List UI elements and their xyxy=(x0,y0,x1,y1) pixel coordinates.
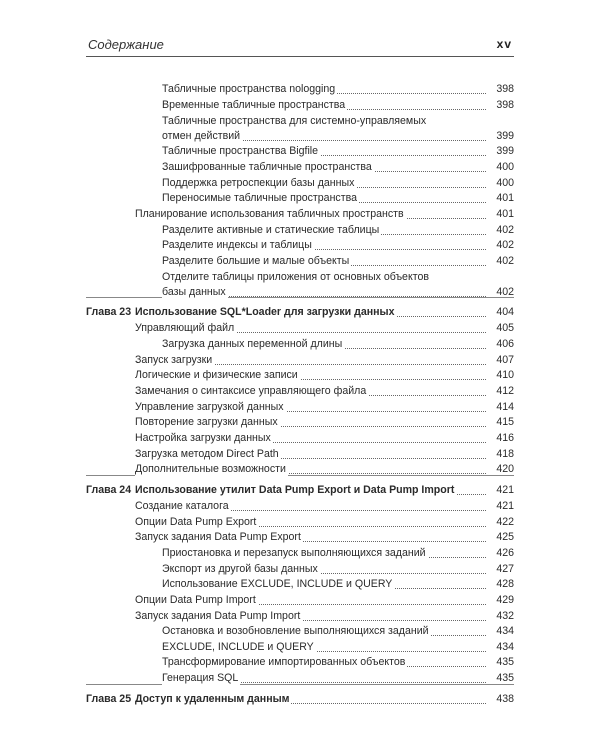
entry-title: Остановка и возобновление выполняющихся заданий xyxy=(162,625,429,637)
entry-title: Загрузка методом Direct Path xyxy=(135,448,279,460)
entry-page-number: 400 xyxy=(496,177,514,189)
toc-entry xyxy=(162,270,514,300)
entry-title: Поддержка ретроспекции базы данных xyxy=(162,177,355,189)
chapter-number: Глава 24 xyxy=(86,484,132,496)
entry-title: Планирование использования табличных пространств xyxy=(135,208,404,220)
entry-title: Разделите индексы и таблицы xyxy=(162,239,312,251)
toc-chapter-entry xyxy=(135,483,514,498)
entry-title: базы данных xyxy=(162,286,226,298)
toc-entry xyxy=(162,624,514,639)
entry-page-number: 429 xyxy=(496,594,514,606)
toc-entry xyxy=(135,431,514,446)
entry-page-number: 402 xyxy=(496,239,514,251)
entry-page-number: 434 xyxy=(496,641,514,653)
entry-title: Запуск задания Data Pump Import xyxy=(135,610,301,622)
entry-title: Приостановка и перезапуск выполняющихся заданий xyxy=(162,547,426,559)
entry-title: Создание каталога xyxy=(135,500,229,512)
page-number: xv xyxy=(496,37,512,51)
toc-entry xyxy=(162,98,514,113)
toc-entry xyxy=(162,640,514,655)
entry-page-number: 402 xyxy=(496,286,514,298)
entry-page-number: 401 xyxy=(496,208,514,220)
entry-page-number: 406 xyxy=(496,338,514,350)
entry-title: Управление загрузкой данных xyxy=(135,401,284,413)
toc-entry xyxy=(162,238,514,253)
toc-entry xyxy=(135,400,514,415)
entry-page-number: 398 xyxy=(496,83,514,95)
toc-entry xyxy=(162,337,514,352)
toc-entry xyxy=(162,562,514,577)
entry-page-number: 416 xyxy=(496,432,514,444)
entry-title: Использование EXCLUDE, INCLUDE и QUERY xyxy=(162,578,393,590)
entry-title: Табличные пространства Bigfile xyxy=(162,145,319,157)
toc-entry xyxy=(162,191,514,206)
toc-entry xyxy=(162,223,514,238)
toc-chapter-entry xyxy=(135,305,514,320)
entry-page-number: 435 xyxy=(496,672,514,684)
entry-page-number: 434 xyxy=(496,625,514,637)
entry-page-number: 422 xyxy=(496,516,514,528)
entry-title: Опции Data Pump Export xyxy=(135,516,257,528)
toc-chapter-entry xyxy=(135,692,514,707)
entry-page-number: 414 xyxy=(496,401,514,413)
entry-page-number: 435 xyxy=(496,656,514,668)
entry-title: Табличные пространства nologging xyxy=(162,83,336,95)
entry-title: отмен действий xyxy=(162,130,241,142)
entry-title: Логические и физические записи xyxy=(135,369,298,381)
toc-entry xyxy=(135,415,514,430)
toc-entry xyxy=(135,499,514,514)
toc-entry xyxy=(135,530,514,545)
toc-entry xyxy=(162,546,514,561)
toc-entry xyxy=(162,671,514,686)
toc-entry xyxy=(162,577,514,592)
toc-entry xyxy=(135,515,514,530)
entry-page-number: 405 xyxy=(496,322,514,334)
entry-title: Экспорт из другой базы данных xyxy=(162,563,318,575)
entry-title: Замечания о синтаксисе управляющего файла xyxy=(135,385,367,397)
entry-page-number: 415 xyxy=(496,416,514,428)
toc-entry xyxy=(162,144,514,159)
toc-entry xyxy=(162,655,514,670)
entry-page-number: 428 xyxy=(496,578,514,590)
toc-entry xyxy=(135,207,514,222)
toc-entry xyxy=(135,353,514,368)
entry-page-number: 398 xyxy=(496,99,514,111)
entry-title: Разделите активные и статические таблицы xyxy=(162,224,380,236)
entry-page-number: 438 xyxy=(496,693,514,705)
entry-page-number: 432 xyxy=(496,610,514,622)
entry-title: Запуск задания Data Pump Export xyxy=(135,531,301,543)
entry-page-number: 402 xyxy=(496,255,514,267)
entry-title: Трансформирование импортированных объектов xyxy=(162,656,406,668)
entry-title: Загрузка данных переменной длины xyxy=(162,338,343,350)
entry-title: Зашифрованные табличные пространства xyxy=(162,161,372,173)
entry-page-number: 426 xyxy=(496,547,514,559)
toc-entry xyxy=(135,462,514,477)
entry-page-number: 427 xyxy=(496,563,514,575)
entry-page-number: 401 xyxy=(496,192,514,204)
entry-title: Разделите большие и малые объекты xyxy=(162,255,350,267)
chapter-number: Глава 23 xyxy=(86,306,132,318)
toc-entry xyxy=(162,254,514,269)
entry-title-line1: Отделите таблицы приложения от основных объектов xyxy=(162,271,429,283)
entry-page-number: 402 xyxy=(496,224,514,236)
entry-title: Настройка загрузки данных xyxy=(135,432,271,444)
entry-title: Генерация SQL xyxy=(162,672,239,684)
entry-page-number: 400 xyxy=(496,161,514,173)
entry-page-number: 407 xyxy=(496,354,514,366)
entry-page-number: 412 xyxy=(496,385,514,397)
toc-entry xyxy=(135,368,514,383)
running-title: Содержание xyxy=(88,37,164,52)
entry-title: Использование SQL*Loader для загрузки данных xyxy=(135,306,395,318)
entry-page-number: 410 xyxy=(496,369,514,381)
toc-entry xyxy=(135,384,514,399)
entry-title: Переносимые табличные пространства xyxy=(162,192,357,204)
entry-title: Доступ к удаленным данным xyxy=(135,693,290,705)
entry-title: Использование утилит Data Pump Export и Data Pump Import xyxy=(135,484,455,496)
entry-page-number: 404 xyxy=(496,306,514,318)
entry-page-number: 421 xyxy=(496,500,514,512)
entry-page-number: 418 xyxy=(496,448,514,460)
entry-title: Дополнительные возможности xyxy=(135,463,286,475)
toc-entry xyxy=(135,447,514,462)
toc-entry xyxy=(162,82,514,97)
entry-title: EXCLUDE, INCLUDE и QUERY xyxy=(162,641,314,653)
entry-page-number: 421 xyxy=(496,484,514,496)
entry-title: Запуск загрузки xyxy=(135,354,213,366)
entry-title: Временные табличные пространства xyxy=(162,99,346,111)
toc-entry xyxy=(162,114,514,144)
entry-page-number: 425 xyxy=(496,531,514,543)
toc-entry xyxy=(162,160,514,175)
chapter-number: Глава 25 xyxy=(86,693,132,705)
toc-entry xyxy=(135,609,514,624)
toc-entry xyxy=(135,593,514,608)
toc-entry xyxy=(162,176,514,191)
entry-page-number: 399 xyxy=(496,145,514,157)
toc-entry xyxy=(135,321,514,336)
entry-page-number: 399 xyxy=(496,130,514,142)
entry-page-number: 420 xyxy=(496,463,514,475)
entry-title: Повторение загрузки данных xyxy=(135,416,278,428)
entry-title: Управляющий файл xyxy=(135,322,235,334)
entry-title: Опции Data Pump Import xyxy=(135,594,256,606)
entry-title-line1: Табличные пространства для системно-управляемых xyxy=(162,115,427,127)
